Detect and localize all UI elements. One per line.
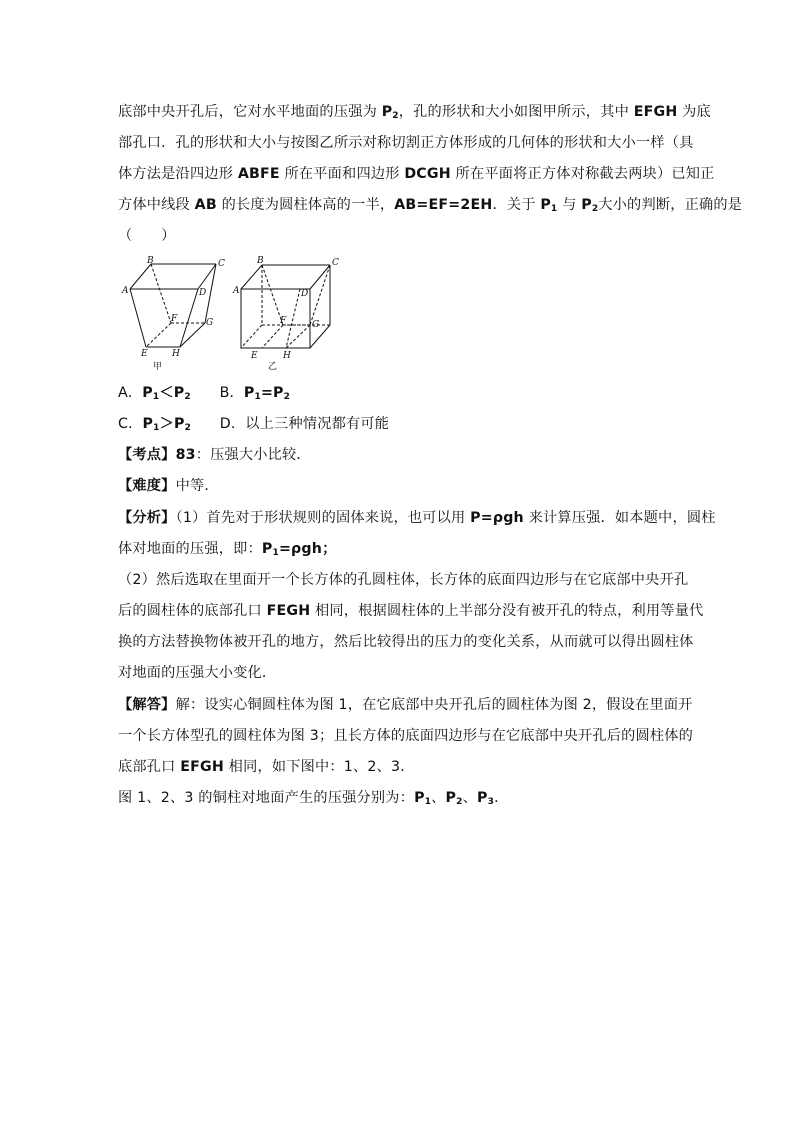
edge (241, 265, 262, 289)
fenxi-line3 (118, 570, 689, 590)
para1-line1 (118, 102, 711, 126)
cut-line (286, 289, 300, 348)
caption-jia: 甲 (153, 362, 163, 372)
section-tag: 【考点】 (118, 447, 176, 463)
para1-line4 (118, 195, 743, 219)
text: 所在平面将正方体对称截去两块）已知正 (450, 166, 715, 182)
label-G: G (312, 320, 320, 330)
text: 、 (431, 790, 446, 806)
label-A: A (122, 286, 129, 296)
label-E: E (251, 351, 258, 361)
label-C: C (218, 259, 225, 269)
edge (205, 264, 216, 323)
option-a[interactable] (118, 385, 191, 401)
text: AB (194, 197, 217, 213)
answer-bracket: （ ） (118, 228, 176, 244)
caption-yi: 乙 (268, 362, 278, 372)
label-E: E (141, 349, 148, 359)
subscript: 1 (272, 548, 279, 558)
label-G: G (206, 318, 214, 328)
option-label: C． (118, 416, 143, 432)
option-label: A． (118, 385, 143, 401)
label-B: B (147, 256, 154, 266)
text: 后的圆柱体的底部孔口 (118, 603, 267, 619)
text: P (581, 197, 592, 213)
hidden-edge (146, 323, 171, 347)
section-tag: 【解答】 (118, 697, 176, 713)
text: P (477, 790, 488, 806)
fenxi-line5 (118, 632, 694, 652)
fenxi-line1 (118, 508, 716, 528)
text: 相同，如下图中：1、2、3． (223, 759, 415, 775)
text: ＞P (159, 416, 185, 432)
text: P (381, 104, 393, 120)
subscript: 2 (283, 392, 291, 402)
subscript: 3 (487, 797, 495, 807)
edge (130, 264, 151, 289)
text: 为底 (677, 104, 711, 120)
text: EFGH (633, 104, 678, 120)
text: 方体中线段 (118, 197, 195, 213)
label-D: D (301, 289, 309, 299)
para1-line2 (118, 133, 694, 153)
subscript: 1 (254, 392, 261, 402)
text: P (243, 385, 255, 401)
text: =P (260, 385, 284, 401)
text: P (261, 541, 273, 557)
edge (310, 265, 330, 289)
nandu-line (118, 476, 678, 496)
section-tag: 【难度】 (118, 478, 176, 494)
text: P (414, 790, 425, 806)
label-C: C (332, 258, 339, 268)
jieda-line2 (118, 726, 694, 746)
text: 与 (557, 197, 582, 213)
label-F: F (171, 314, 178, 324)
label-A: A (233, 286, 240, 296)
text: ，孔的形状和大小如图甲所示，其中 (398, 104, 634, 120)
text: 一个长方体型孔的圆柱体为图 3；且长方体的底面四边形与在它底部中央开孔后的圆柱体的 (118, 728, 694, 744)
jieda-line3 (118, 757, 678, 777)
text: =ρgh； (278, 541, 337, 557)
text: 对地面的压强大小变化． (118, 665, 277, 681)
fenxi-line6 (118, 663, 678, 683)
fenxi-line4 (118, 601, 704, 621)
options-row1 (118, 383, 678, 407)
text: P (540, 197, 551, 213)
text: FEGH (266, 603, 311, 619)
label-D: D (199, 288, 207, 298)
text: ． (494, 790, 509, 806)
option-label: B． (219, 385, 244, 401)
text: ＜P (159, 385, 185, 401)
text: 解：设实心铜圆柱体为图 1，在它底部中央开孔后的圆柱体为图 2，假设在里面开 (175, 697, 693, 713)
figure-jia (130, 264, 216, 347)
subscript: 1 (550, 204, 558, 214)
kaodian-line (118, 445, 678, 465)
text: 、 (462, 790, 478, 806)
text: P (142, 385, 153, 401)
jieda-line1 (118, 695, 693, 715)
subscript: 2 (456, 797, 463, 807)
cut-line (310, 265, 330, 325)
text: ．关于 (492, 197, 541, 213)
text: 换的方法替换物体被开孔的地方，然后比较得出的压力的变化关系，从而就可以得出圆柱体 (118, 634, 694, 650)
text: AB=EF=2EH (394, 197, 493, 213)
front-face (241, 289, 310, 348)
figure-yi (241, 265, 330, 348)
hidden-edge (151, 264, 171, 323)
text: 中等． (175, 478, 219, 494)
text: （2）然后选取在里面开一个长方体的孔圆柱体，长方体的底面四边形与在它底部中央开孔 (118, 572, 689, 588)
option-d[interactable] (220, 416, 389, 432)
text: 大小的判断，正确的是 (598, 197, 743, 213)
label-H: H (283, 351, 291, 361)
text: 83 (175, 447, 196, 463)
option-b[interactable] (220, 385, 291, 401)
text: （1）首先对于形状规则的固体来说，也可以用 (175, 510, 471, 526)
text: 部孔口．孔的形状和大小与按图乙所示对称切割正方体形成的几何体的形状和大小一样（具 (118, 135, 694, 151)
text: 所在平面和四边形 (279, 166, 405, 182)
subscript: 1 (153, 423, 160, 433)
subscript: 1 (152, 392, 160, 402)
fenxi-line2 (118, 539, 678, 563)
cut-line (286, 325, 310, 348)
label-H: H (172, 349, 180, 359)
text: 以上三种情况都有可能 (245, 416, 390, 432)
subscript: 2 (184, 392, 191, 402)
text: 底部中央开孔后，它对水平地面的压强为 (118, 104, 382, 120)
label-B: B (257, 256, 264, 266)
text: 体对地面的压强，即： (118, 541, 262, 557)
text: EFGH (180, 759, 224, 775)
text: 相同，根据圆柱体的上半部分没有被开孔的特点，利用等量代 (310, 603, 704, 619)
text: 图 1、2、3 的铜柱对地面产生的压强分别为： (118, 790, 415, 806)
label-F: F (280, 316, 287, 326)
option-c[interactable] (118, 416, 191, 432)
section-tag: 【分析】 (118, 510, 176, 526)
text: 的长度为圆柱体高的一半， (216, 197, 395, 213)
hidden-edge (241, 325, 262, 348)
text: 体方法是沿四边形 (118, 166, 238, 182)
subscript: 1 (424, 797, 432, 807)
text: DCGH (404, 166, 451, 182)
para1-line5 (118, 226, 678, 246)
figures-svg (120, 255, 340, 373)
para1-line3 (118, 164, 715, 184)
text: ：压强大小比较． (195, 447, 311, 463)
text: ABFE (237, 166, 280, 182)
options-row2 (118, 414, 678, 438)
subscript: 2 (591, 204, 599, 214)
subscript: 2 (184, 423, 192, 433)
text: P (142, 416, 154, 432)
text: P=ρgh (470, 510, 524, 526)
text: 来计算压强．如本题中，圆柱 (523, 510, 716, 526)
text: P (445, 790, 457, 806)
cut-line (262, 325, 283, 348)
jieda-line4 (118, 788, 678, 812)
subscript: 2 (392, 111, 399, 121)
edge (130, 289, 146, 347)
geometry-figures (120, 255, 340, 373)
option-label: D． (219, 416, 246, 432)
text: 底部孔口 (118, 759, 181, 775)
